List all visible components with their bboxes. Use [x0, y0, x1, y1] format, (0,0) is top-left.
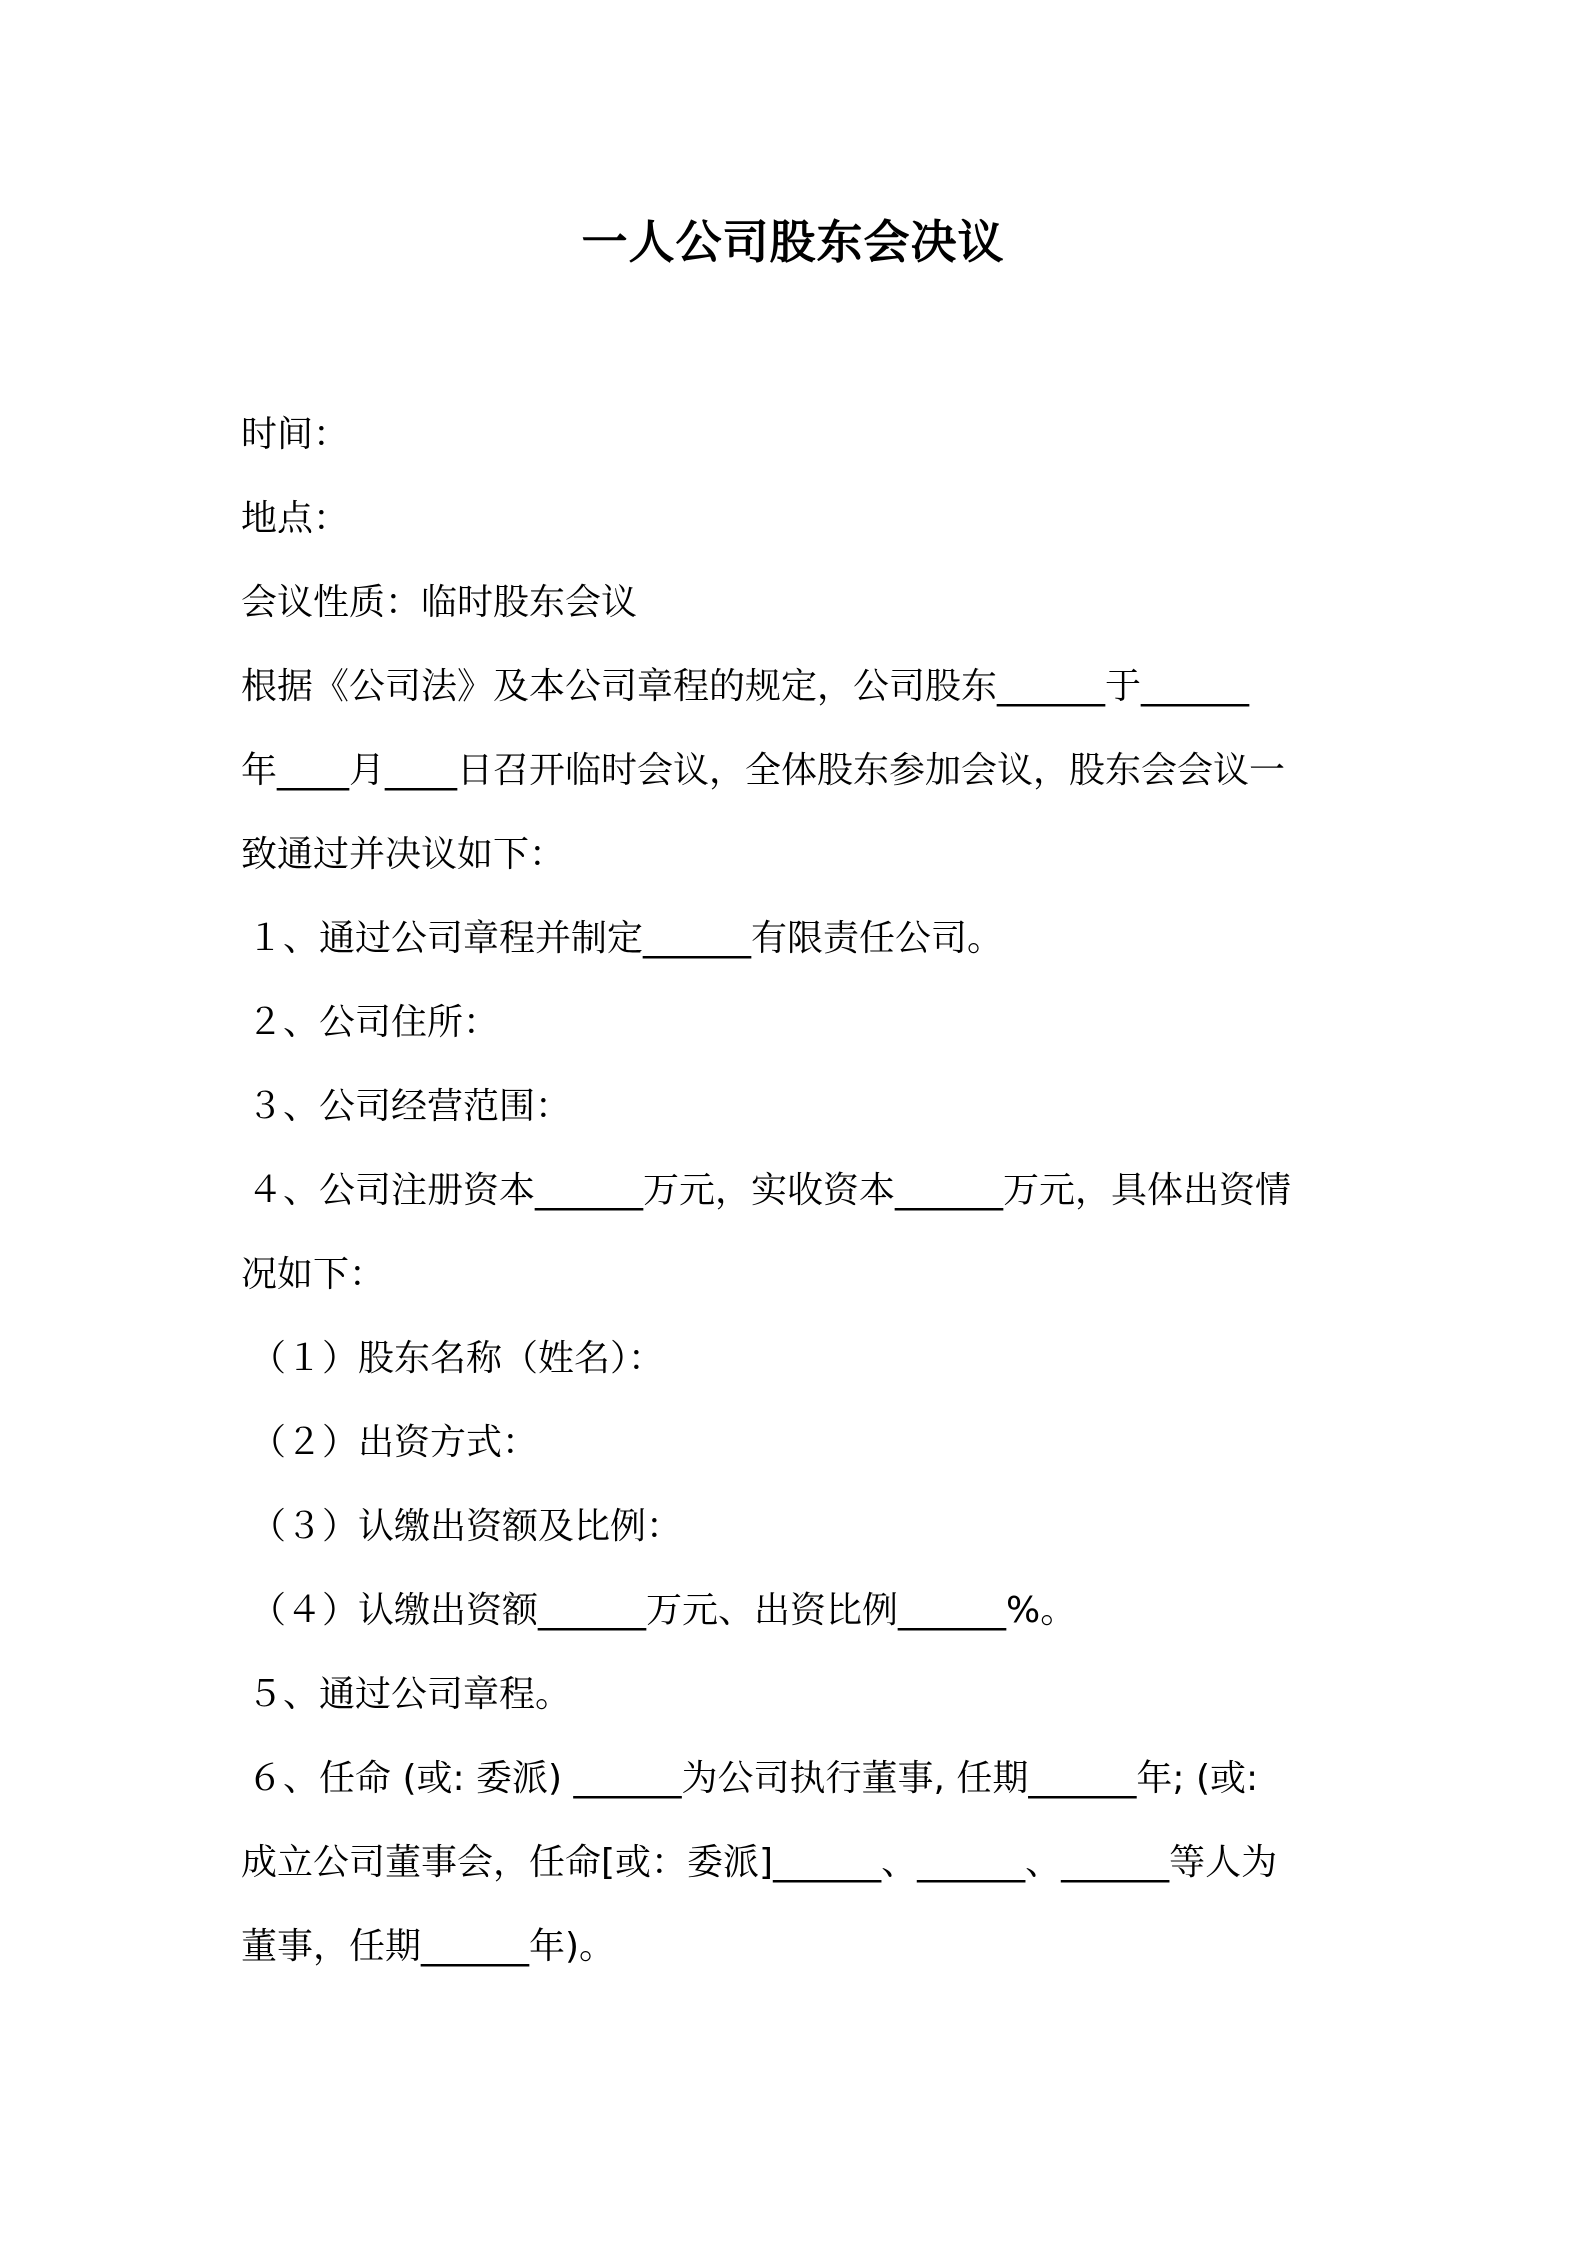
resolution-item-4-line-2: 况如下： — [241, 1254, 386, 1295]
time-line: 时间： — [241, 414, 350, 455]
location-line: 地点： — [241, 498, 350, 539]
resolution-item-2: ２、公司住所： — [247, 1002, 500, 1043]
resolution-item-3: ３、公司经营范围： — [247, 1086, 572, 1127]
capital-subitem-1: （１）股东名称（姓名）： — [250, 1338, 665, 1379]
capital-subitem-3: （３）认缴出资额及比例： — [250, 1506, 683, 1547]
paragraph-line-2: 年____月____日召开临时会议，全体股东参加会议，股东会会议一 — [241, 750, 1286, 791]
resolution-item-6-line-2: 成立公司董事会，任命[或：委派]______、______、______等人为 — [241, 1842, 1278, 1883]
resolution-item-6-line-1: ６、任命 (或: 委派) ______为公司执行董事, 任期______年; (或: — [247, 1758, 1259, 1799]
resolution-item-5: ５、通过公司章程。 — [247, 1674, 572, 1715]
meeting-nature-line: 会议性质：临时股东会议 — [241, 582, 638, 623]
resolution-item-1: １、通过公司章程并制定______有限责任公司。 — [247, 918, 1004, 959]
paragraph-line-1: 根据《公司法》及本公司章程的规定，公司股东______于______ — [241, 666, 1250, 707]
document-title: 一人公司股东会决议 — [581, 215, 1005, 269]
capital-subitem-2: （２）出资方式： — [250, 1422, 539, 1463]
resolution-item-4-line-1: ４、公司注册资本______万元，实收资本______万元，具体出资情 — [247, 1170, 1292, 1211]
resolution-item-6-line-3: 董事，任期______年)。 — [241, 1926, 616, 1967]
capital-subitem-4: （４）认缴出资额______万元、出资比例______%。 — [250, 1590, 1077, 1631]
paragraph-line-3: 致通过并决议如下： — [241, 834, 566, 875]
